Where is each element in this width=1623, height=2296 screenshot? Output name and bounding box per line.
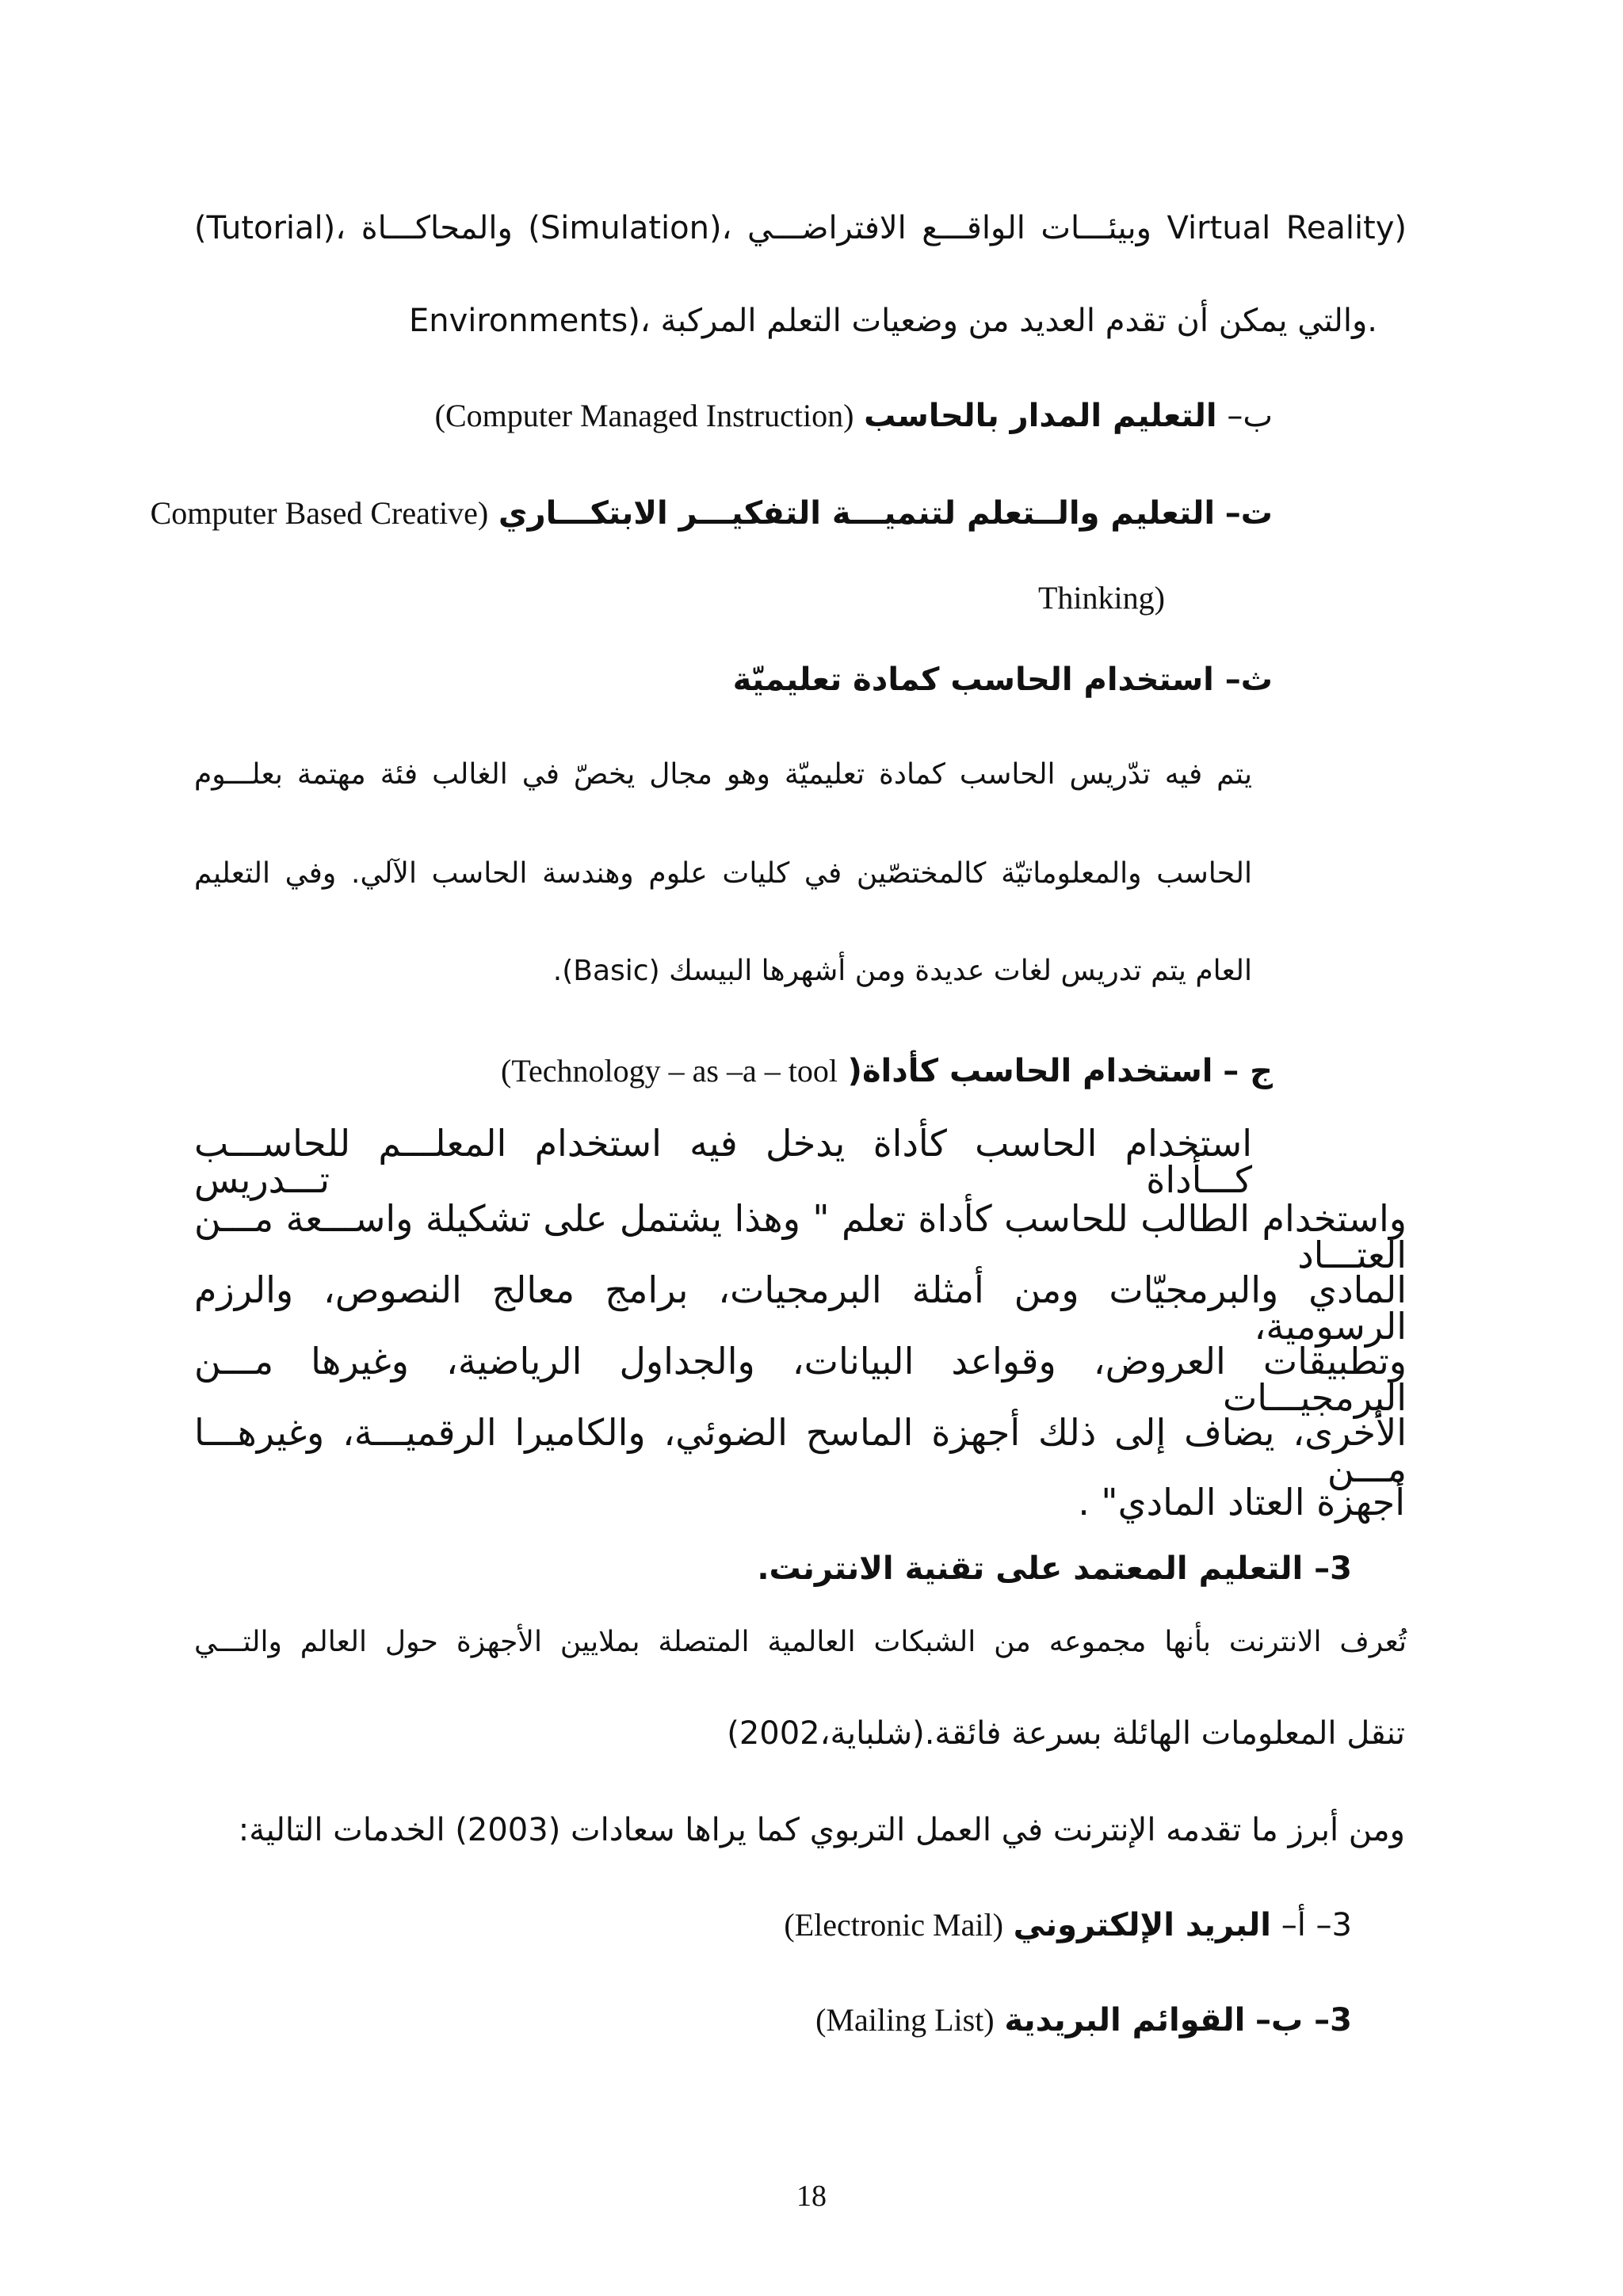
list-item-3a-title: البريد الإلكتروني [1013, 1907, 1271, 1943]
paragraph-3-line-4: وتطبيقات العروض، وقواعد البيانات، والجداول الرياضية، وغيرها مـــن البرمجيـــات [194, 1340, 1407, 1419]
paragraph-4-line-1: تُعرف الانترنت بأنها مجموعه من الشبكات العالمية المتصلة بملايين الأجهزة حول العالم والتـــي [194, 1626, 1407, 1658]
list-item-3b-title: القوائم البريدية [1004, 2002, 1246, 2039]
list-item-j-marker: ج – [1223, 1053, 1273, 1089]
list-item-3b-english: (Mailing List) [815, 2002, 995, 2038]
paragraph-3-line-1: استخدام الحاسب كأداة يدخل فيه استخدام المعلـــم للحاســـب كـــأداة تـــدريس [194, 1122, 1252, 1201]
list-item-b [435, 400, 1273, 432]
list-item-3b-marker: 3– ب– [1255, 2002, 1352, 2039]
list-item-j-title: استخدام الحاسب كأداة( [847, 1053, 1213, 1089]
paragraph-1-line-1: (Tutorial)، والمحاكـــاة (Simulation)، وبيئـــات الواقـــع الافتراضـــي Virtual Reality) [194, 210, 1407, 246]
list-item-j-english: Technology – as –a – tool) [501, 1053, 838, 1089]
list-item-3a-marker: 3– أ– [1281, 1907, 1352, 1943]
paragraph-5-line-1: ومن أبرز ما تقدمه الإنترنت في العمل التربوي كما يراها سعادات (2003) الخدمات التالية: [238, 1812, 1405, 1848]
list-item-t-english: (Computer Based Creative [150, 495, 489, 531]
list-item-3a-english: (Electronic Mail) [784, 1907, 1003, 1943]
list-item-t-marker: ت– [1224, 495, 1273, 532]
list-item-b-marker: ب– [1227, 398, 1273, 434]
paragraph-2-line-1: يتم فيه تدّريس الحاسب كمادة تعليميّة وهو مجال يخصّ في الغالب فئة مهتمة بعلـــوم [194, 758, 1252, 791]
paragraph-2-line-2: الحاسب والمعلوماتيّة كالمختصّين في كليات علوم وهندسة الحاسب الآلي. وفي التعليم [194, 857, 1252, 890]
list-item-th-marker: ث– [1224, 662, 1273, 698]
list-item-t-title: التعليم والــتعلم لتنميـــة التفكيـــر الابتكـــاري [498, 495, 1216, 532]
list-item-b-english: (Computer Managed Instruction) [434, 398, 854, 433]
page-number: 18 [796, 2180, 827, 2213]
list-item-t [150, 495, 1273, 532]
section-3-heading: 3– التعليم المعتمد على تقنية الانترنت. [757, 1550, 1352, 1587]
paragraph-3-line-5: الأخرى، يضاف إلى ذلك أجهزة الماسح الضوئي، والكاميرا الرقميـــة، وغيرهـــا مـــن [194, 1411, 1407, 1490]
paragraph-3-line-3: المادي والبرمجيّات ومن أمثلة البرمجيات، برامج معالج النصوص، والرزم الرسومية، [194, 1268, 1407, 1348]
list-item-t-english-continued: Thinking) [1038, 580, 1165, 616]
list-item-th-title: استخدام الحاسب كمادة تعليميّة [732, 662, 1214, 698]
list-item-b-title: التعليم المدار بالحاسب [864, 398, 1217, 434]
paragraph-3-line-6: أجهزة العتاد المادي" . [1078, 1481, 1405, 1524]
list-item-j [501, 1055, 1273, 1087]
list-item-3a [784, 1909, 1352, 1941]
paragraph-2-line-3: العام يتم تدريس لغات عديدة ومن أشهرها البيسك (Basic). [552, 955, 1252, 987]
list-item-3b [815, 2002, 1352, 2039]
paragraph-3-line-2: واستخدام الطالب للحاسب كأداة تعلم " وهذا يشتمل على تشكيلة واســـعة مـــن العتـــاد [194, 1197, 1407, 1276]
list-item-th [733, 664, 1273, 696]
paragraph-1-line-2: Environments)، والتي يمكن أن تقدم العديد من وضعيات التعلم المركبة. [408, 303, 1377, 339]
paragraph-4-line-2: تنقل المعلومات الهائلة بسرعة فائقة.(شلباية،2002) [727, 1715, 1405, 1752]
